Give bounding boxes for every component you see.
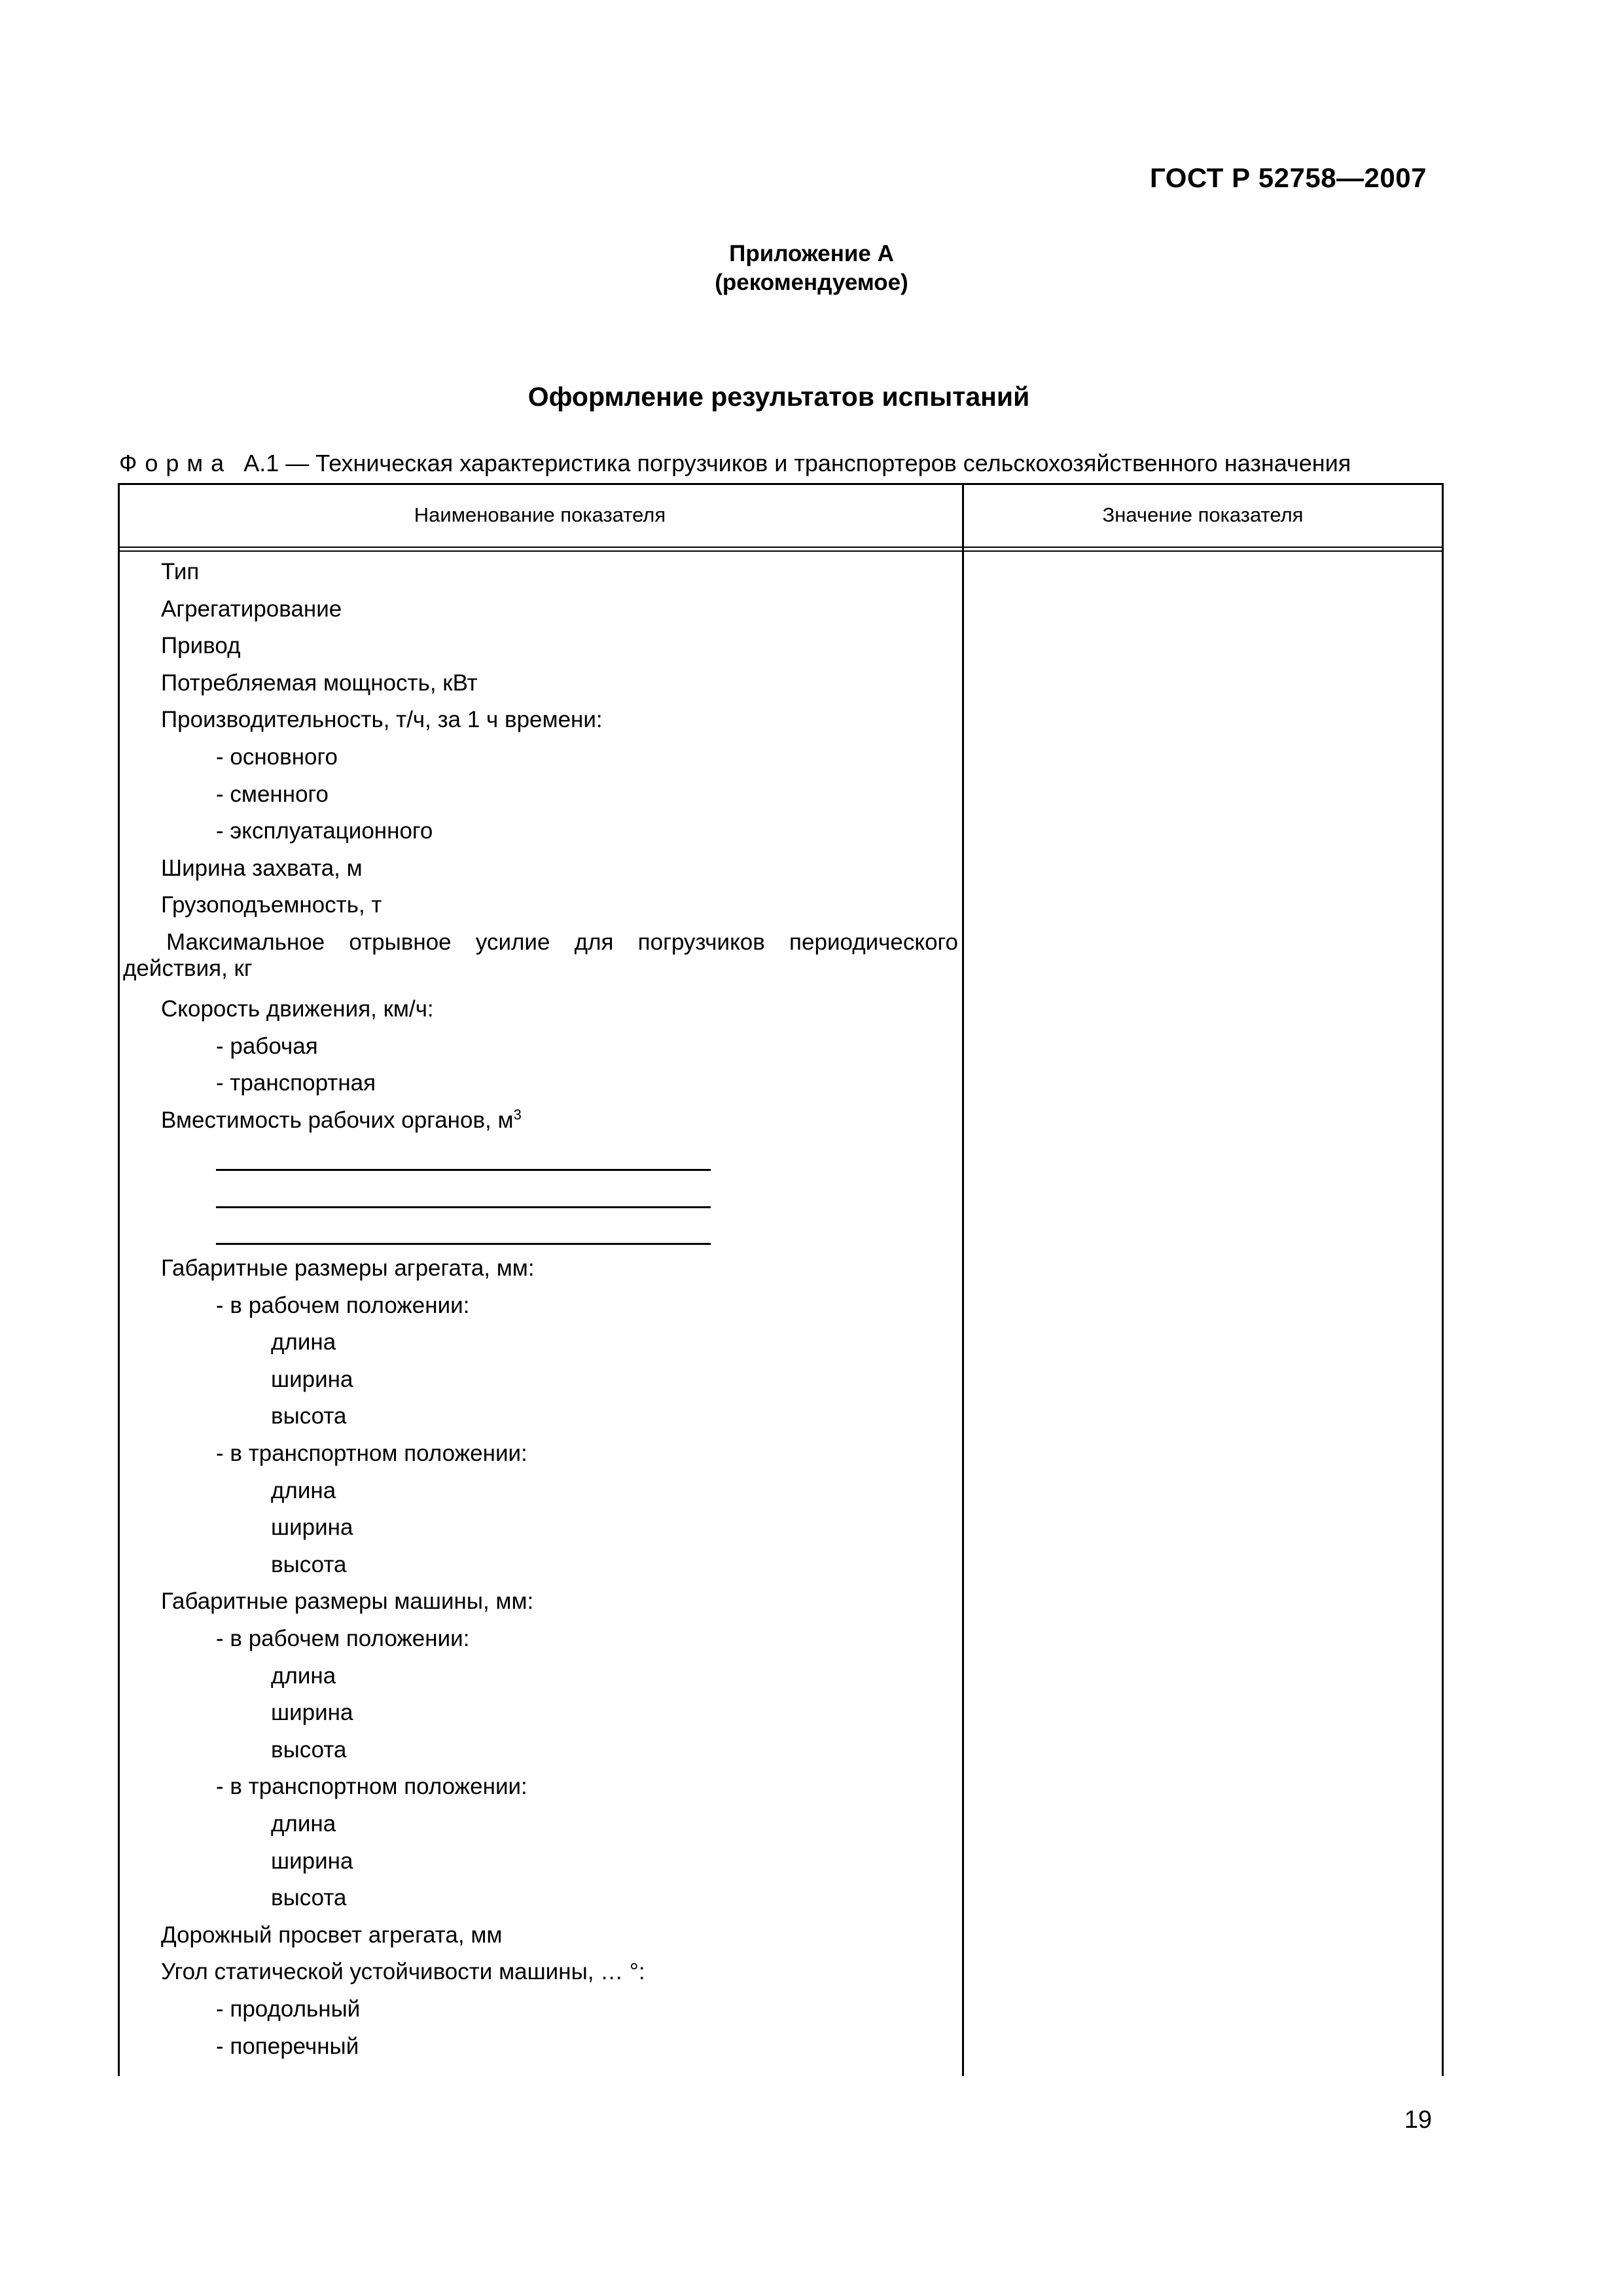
table-row — [118, 1324, 962, 1361]
row-label: Габаритные размеры машины, мм: — [161, 1588, 534, 1615]
underline — [216, 1243, 711, 1245]
row-label: - рабочая — [216, 1033, 318, 1059]
table-row — [118, 813, 962, 850]
row-label: длина — [271, 1811, 336, 1837]
column-header-value: Значение показателя — [1102, 503, 1304, 526]
row-label: Угол статической устойчивости машины, … °: — [161, 1959, 645, 1985]
column-header-name: Наименование показателя — [414, 503, 666, 526]
row-label: Потребляемая мощность, кВт — [161, 670, 478, 696]
table-row — [118, 1102, 962, 1139]
row-label: - в транспортном положении: — [216, 1774, 527, 1800]
table-row — [118, 1954, 962, 1991]
row-label: длина — [271, 1662, 336, 1689]
table-row — [118, 1843, 962, 1880]
table-row — [118, 1028, 962, 1066]
table-row — [118, 1695, 962, 1732]
row-label: высота — [271, 1403, 347, 1429]
table-row — [118, 1398, 962, 1435]
table-row — [118, 1065, 962, 1102]
table-row — [118, 2028, 962, 2066]
table-row — [118, 1880, 962, 1917]
table-row — [118, 1658, 962, 1695]
table-row — [118, 1287, 962, 1325]
appendix-heading — [0, 240, 1623, 297]
row-label: Вместимость рабочих органов, м — [161, 1107, 514, 1133]
row-label: высота — [271, 1551, 347, 1577]
row-label: - основного — [216, 744, 338, 770]
header-border-2 — [118, 550, 1444, 552]
row-label: ширина — [271, 1700, 353, 1726]
row-label: Грузоподъемность, т — [161, 892, 382, 918]
section-title: Оформление результатов испытаний — [527, 382, 1030, 412]
underline — [216, 1206, 711, 1208]
form-caption-text: А.1 — Техническая характеристика погрузчиков и транспортеров сельскохозяйственного назначения — [243, 450, 1351, 476]
table-row — [118, 665, 962, 702]
row-label: высота — [271, 1736, 347, 1763]
row-label: Агрегатирование — [161, 596, 342, 622]
row-label: - в рабочем положении: — [216, 1292, 470, 1318]
table-row — [118, 1547, 962, 1584]
table-row — [118, 1917, 962, 1954]
table-row — [118, 776, 962, 814]
row-label: ширина — [271, 1848, 353, 1874]
table-row — [118, 850, 962, 888]
row-label: длина — [271, 1477, 336, 1503]
table-row — [118, 702, 962, 739]
row-label-superscript: 3 — [513, 1106, 522, 1123]
row-label: - транспортная — [216, 1070, 376, 1096]
appendix-status: (рекомендуемое) — [715, 270, 908, 295]
row-label: Максимальное отрывное усилие для погрузчиков периодического действия, кг — [123, 929, 958, 981]
table-row — [118, 924, 962, 991]
row-label: - сменного — [216, 781, 329, 807]
row-label: - продольный — [216, 1996, 361, 2022]
table-row — [118, 591, 962, 628]
table-row — [118, 1435, 962, 1473]
form-caption-word: Форма — [119, 450, 232, 476]
table-row — [118, 1583, 962, 1621]
underline — [216, 1169, 711, 1171]
table-row — [118, 1732, 962, 1769]
table-row — [118, 1509, 962, 1547]
row-label: Дорожный просвет агрегата, мм — [161, 1922, 503, 1948]
row-label: Привод — [161, 633, 241, 659]
row-label: Тип — [161, 559, 200, 584]
table-row — [118, 1768, 962, 1806]
table-row — [118, 1250, 962, 1287]
table-column-divider — [962, 483, 964, 2076]
blank-entry-line — [118, 1139, 962, 1176]
table-row — [118, 991, 962, 1028]
table-row — [118, 1473, 962, 1510]
table-row — [118, 1806, 962, 1843]
blank-entry-line — [118, 1213, 962, 1251]
table-row — [118, 554, 962, 591]
table-row — [118, 1621, 962, 1658]
row-label: - в транспортном положении: — [216, 1441, 527, 1467]
row-label: высота — [271, 1885, 347, 1911]
row-label: - в рабочем положении: — [216, 1626, 470, 1652]
table-right-border — [1442, 483, 1444, 2076]
row-label: Ширина захвата, м — [161, 855, 363, 881]
table-rows — [118, 554, 962, 2065]
table-row — [118, 887, 962, 924]
characteristics-table — [118, 483, 1444, 2076]
table-row — [118, 628, 962, 665]
table-row — [118, 1361, 962, 1399]
standard-code: ГОСТ Р 52758—2007 — [1150, 162, 1427, 193]
row-label: - поперечный — [216, 2033, 359, 2059]
row-label: Габаритные размеры агрегата, мм: — [161, 1255, 535, 1282]
appendix-title: Приложение А — [729, 241, 894, 266]
page-number: 19 — [1404, 2106, 1432, 2134]
row-label: ширина — [271, 1366, 353, 1392]
row-label: Производительность, т/ч, за 1 ч времени: — [161, 707, 603, 733]
row-label: ширина — [271, 1515, 353, 1541]
table-row — [118, 1991, 962, 2028]
row-label: Скорость движения, км/ч: — [161, 996, 434, 1022]
row-label: - эксплуатационного — [216, 818, 433, 844]
blank-entry-line — [118, 1176, 962, 1213]
row-label: длина — [271, 1329, 336, 1355]
table-row — [118, 739, 962, 776]
form-caption — [119, 450, 1351, 477]
